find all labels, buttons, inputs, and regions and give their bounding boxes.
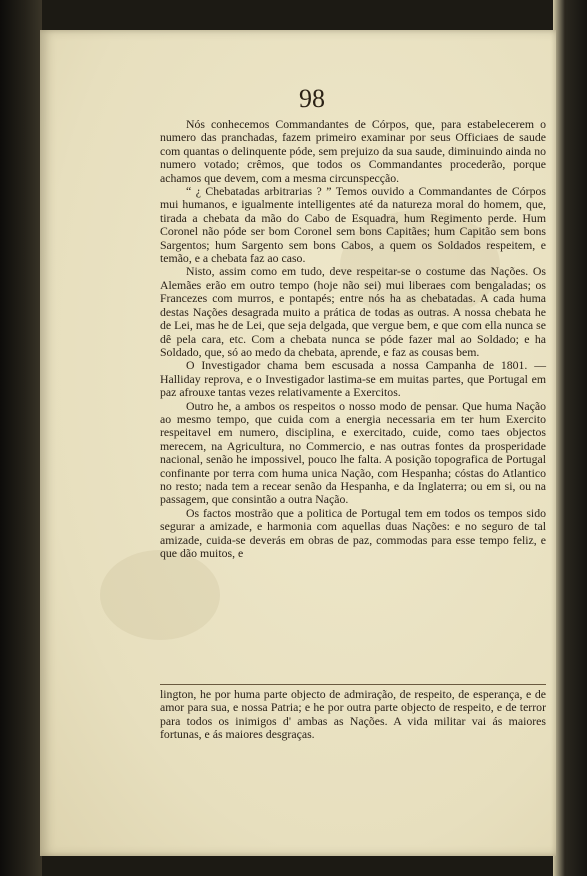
- scan-background-right: [553, 0, 587, 876]
- paragraph: “ ¿ Chebatadas arbitrarias ? ” Temos ouvido a Commandantes de Córpos mui humanos, e igualmente intelligentes até da natureza moral do homem, que, tirada a chebata da mão do Cabo de Esquadra, hum Regimento perde. Hum Coronel não póde ser bom Coronel sem bons Capitães; hum Capitão sem bons Sargentos; hum Sargento sem bons Cabos, a quem os Soldados respeitem, e temão, e a chebata faz ao caso.: [160, 184, 546, 266]
- footnote-text: lington, he por huma parte objecto de admiração, de respeito, de esperança, e de amor para sua, e nossa Patria; e he por outra parte objecto de respeito, e de terror para todos os inimigos d' ambas as Nações. A vida militar vai ás maiores fortunas, e ás maiores desgraças.: [160, 687, 546, 742]
- paper-stain: [100, 550, 220, 640]
- footnote: [160, 684, 546, 742]
- page-number: 98: [299, 84, 325, 113]
- scan-background-left: [0, 0, 42, 876]
- paragraph: Os factos mostrão que a politica de Portugal tem em todos os tempos sido segurar a amizade, e harmonia com aquellas duas Nações: e no seguro de tal amizade, cuida-se deverás em obras de paz, commodas para esse tempo feliz, e que dão muitos, e: [160, 505, 546, 560]
- paragraph: Nós conhecemos Commandantes de Córpos, que, para estabelecerem o numero das pranchadas, fazem primeiro examinar por seus Officiaes de saude com quantas o delinquente póde, sem prejuizo da sua saude, diminuindo ainda no numero votado; crêmos, que todos os Commandantes procederão, porque achamos que devem, com a mesma circunspecção.: [160, 117, 546, 185]
- body-text: [160, 118, 546, 560]
- paragraph: Nisto, assim como em tudo, deve respeitar-se o costume das Nações. Os Alemães erão em outro tempo (hoje não sei) mui liberaes com bengaladas; os Francezes com murros, e pontapés; entre nós ha as chebatadas. A cada huma destas Nações desagrada muito a prática de todas as outras. A nossa chebata he de Lei, mas he de Lei, que seja delgada, que vergue bem, e que com ella nunca se dê pela cara, etc. Com a chebata nunca se póde fazer mal ao Soldado; e ha Soldado, que, só ao medo da chebata, aprende, e faz as cousas bem.: [160, 264, 546, 359]
- paragraph: Outro he, a ambos os respeitos o nosso modo de pensar. Que huma Nação ao mesmo tempo, que cuida com a energia necessaria em ter hum Exercito respeitavel em numero, disciplina, e exercitado, cuide, como taes objectos merecem, na Agricultura, no Commercio, e nas outras fontes da prosperidade nacional, senão he impossivel, pouco lhe falta. A posição topografica de Portugal confinante por terra com huma unica Nação, com Hespanha; cóstas do Atlantico no resto; nada tem a recear senão da Hespanha, e da Inglaterra; ou em si, ou na passagem, que consintão a outra Nação.: [160, 398, 546, 507]
- paragraph: O Investigador chama bem escusada a nossa Campanha de 1801. — Halliday reprova, e o Investigador lastima-se em muitas partes, que Portugal em paz afrouxe tantas vezes relativamente a Exercitos.: [160, 358, 546, 400]
